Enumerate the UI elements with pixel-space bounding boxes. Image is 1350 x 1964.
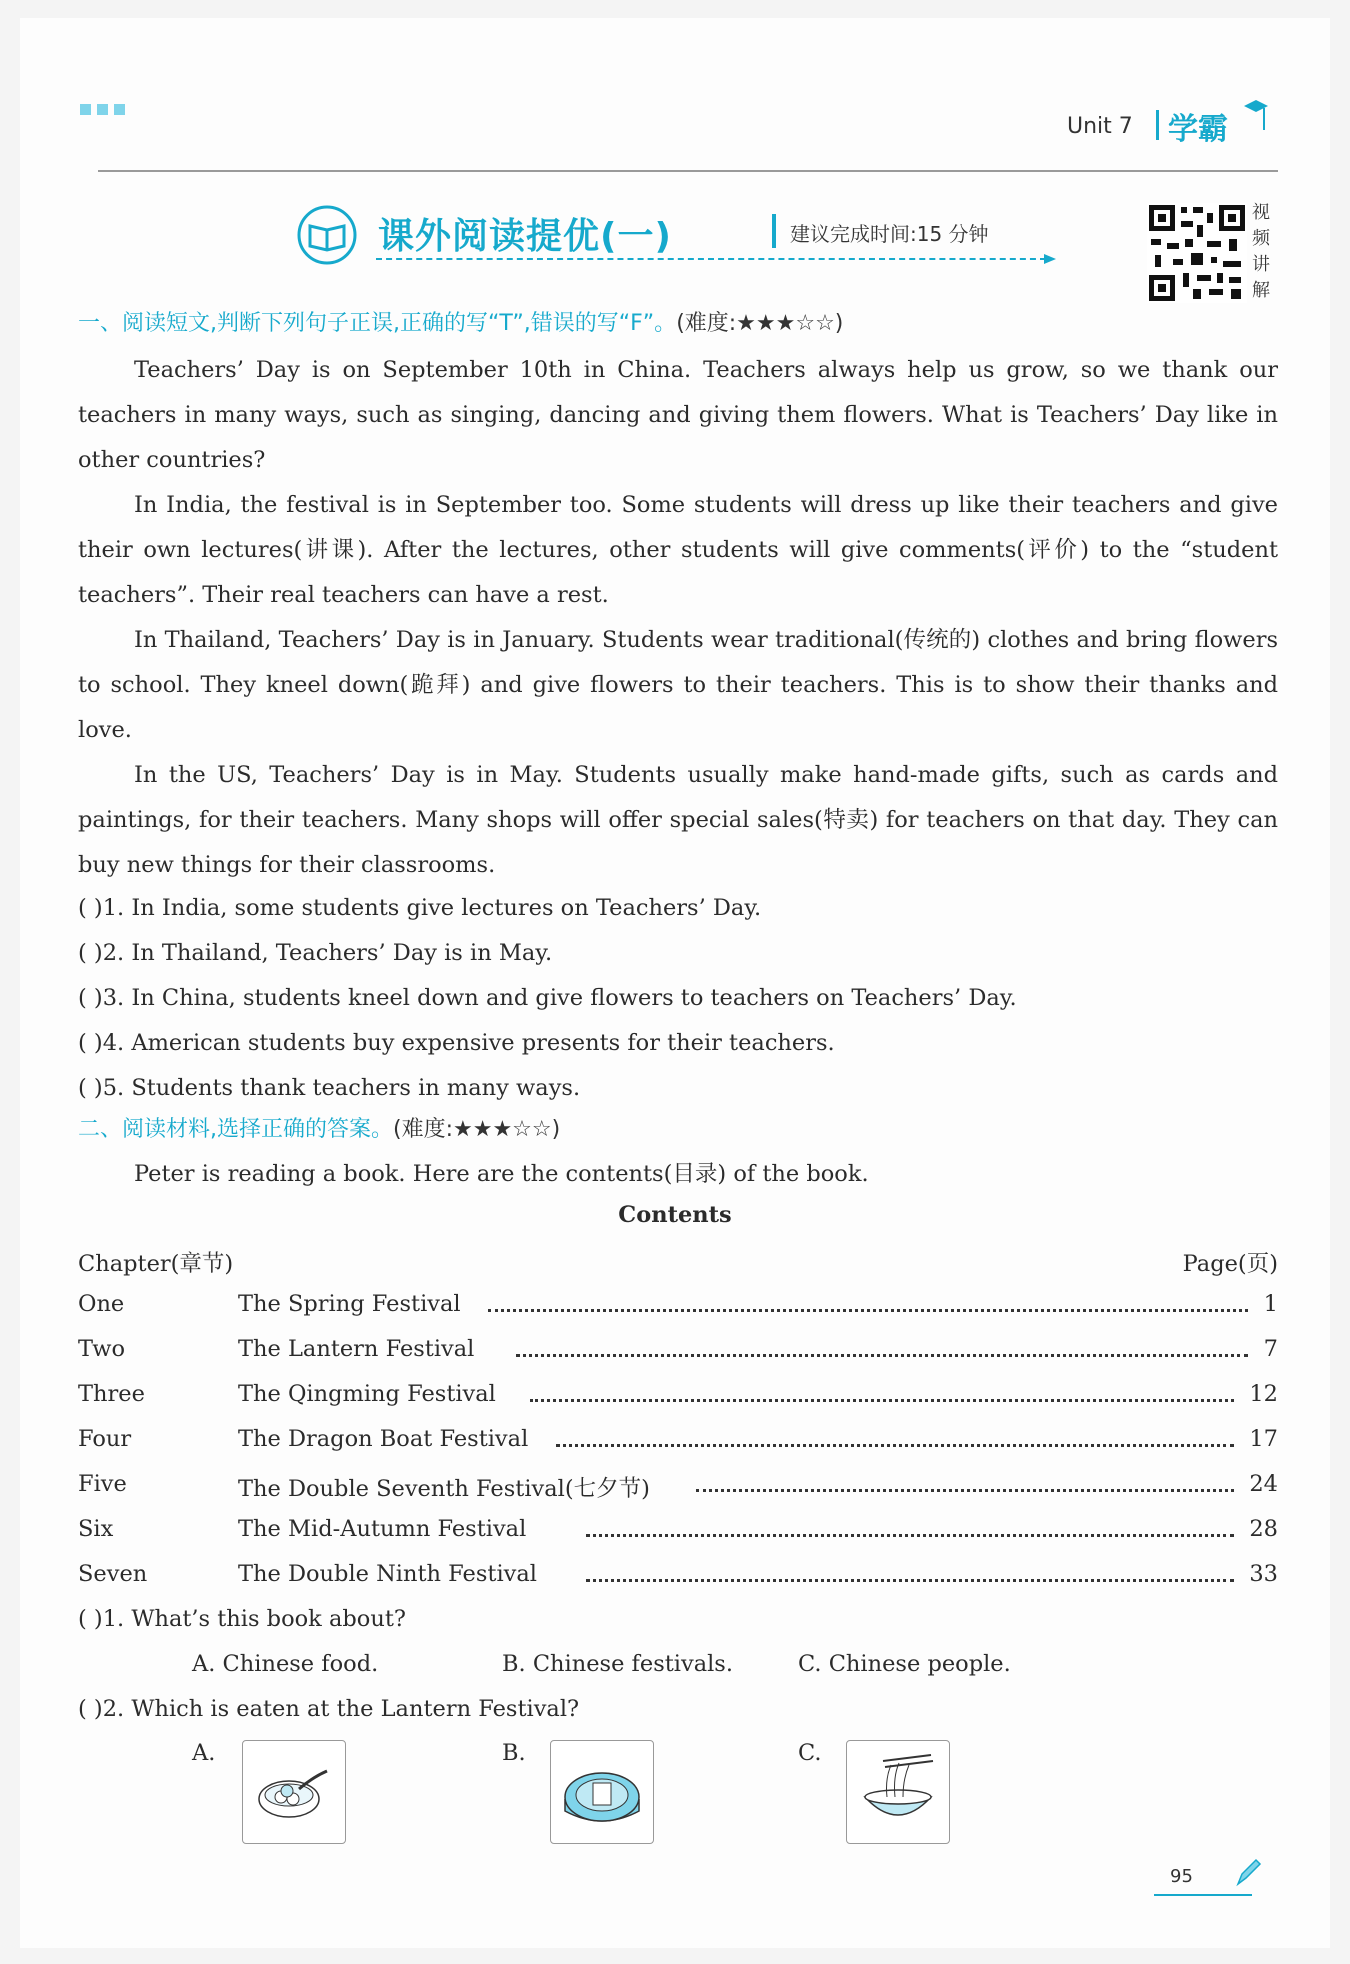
chapter-page: 1 [1263,1291,1278,1317]
tangyuan-bowl-icon [243,1741,345,1843]
page [20,18,1330,1948]
chapter-title: The Spring Festival [238,1291,461,1317]
title-divider [772,214,776,248]
qr-label-char: 视 [1252,202,1270,223]
chapter-page: 33 [1249,1561,1278,1587]
chapter-page: 28 [1249,1516,1278,1542]
title-underline [376,258,1046,260]
passage [78,348,1278,888]
section1-heading-text: 一、阅读短文,判断下列句子正误,正确的写“T”,错误的写“F”。 [78,311,677,336]
tf-question[interactable]: ( )1. In India, some students give lectures on Teachers’ Day. [78,895,762,921]
tf-question[interactable]: ( )3. In China, students kneel down and give flowers to teachers on Teachers’ Day. [78,985,1017,1011]
option-b-image[interactable] [550,1740,654,1844]
option-c-image[interactable] [846,1740,950,1844]
leader-dots [556,1444,1234,1447]
leader-dots [516,1354,1248,1357]
section2-difficulty: (难度:★★★☆☆) [393,1117,561,1142]
chapter-number: Six [78,1516,114,1542]
page-title: 课外阅读提优(一) [378,216,672,257]
arrow-icon [1044,252,1058,266]
leader-dots [488,1309,1248,1312]
tf-question[interactable]: ( )2. In Thailand, Teachers’ Day is in May. [78,940,553,966]
passage-paragraph: In the US, Teachers’ Day is in May. Students usually make hand-made gifts, such as cards and paintings, for their teachers. Many shops will offer special sales(特卖) for teachers on that day. They can buy new things for their classrooms. [78,762,1278,878]
section2-intro: Peter is reading a book. Here are the contents(目录) of the book. [134,1161,869,1187]
tf-questions [78,886,1017,1111]
chapter-page: 7 [1263,1336,1278,1362]
option-c-label: C. [798,1740,822,1766]
footer-rule [1154,1894,1252,1896]
mortarboard-icon [1242,96,1268,136]
chapter-title: The Dragon Boat Festival [238,1426,529,1452]
mooncake-icon [551,1741,653,1843]
time-hint: 建议完成时间:15 分钟 [790,222,989,246]
leader-dots [586,1579,1234,1582]
qr-label-char: 频 [1252,228,1270,249]
section1-difficulty: (难度:★★★☆☆) [676,311,844,336]
unit-label: Unit 7 [1067,114,1133,139]
chapter-number: Three [78,1381,145,1407]
noodle-bowl-icon [847,1741,949,1843]
passage-paragraph: In India, the festival is in September too. Some students will dress up like their teachers and give their own lectures(讲课). After the lectures, other students will give comments(评价) to the “student teachers”. Their real teachers can have a rest. [78,492,1278,608]
chapter-number: One [78,1291,125,1317]
option-a-label: A. [192,1740,216,1766]
tf-question[interactable]: ( )4. American students buy expensive presents for their teachers. [78,1030,835,1056]
passage-paragraph: Teachers’ Day is on September 10th in China. Teachers always help us grow, so we thank our teachers in many ways, such as singing, dancing and giving them flowers. What is Teachers’ Day like in other countries? [78,357,1278,473]
qr-label-char: 讲 [1252,254,1270,275]
chapter-number: Seven [78,1561,148,1587]
header-rule [98,170,1278,172]
book-icon [296,204,358,266]
header-decoration [80,100,131,119]
tf-question[interactable]: ( )5. Students thank teachers in many ways. [78,1075,581,1101]
pencil-icon [1234,1858,1262,1888]
option-b-label: B. [502,1740,526,1766]
chapter-page: 12 [1249,1381,1278,1407]
chapter-title: The Double Ninth Festival [238,1561,537,1587]
qr-label-char: 解 [1252,280,1270,301]
qr-code[interactable] [1147,203,1247,303]
leader-dots [586,1534,1234,1537]
col-page: Page(页) [1182,1251,1278,1277]
option-b[interactable]: B. Chinese festivals. [502,1651,734,1677]
section1-heading [78,306,843,337]
qr-label [1252,200,1274,304]
section2-heading [78,1112,560,1143]
passage-paragraph: In Thailand, Teachers’ Day is in January. Students wear traditional(传统的) clothes and bring flowers to school. They kneel down(跪拜) and give flowers to their teachers. This is to show their thanks and love. [78,627,1278,743]
mc-question-1[interactable]: ( )1. What’s this book about? [78,1606,406,1632]
chapter-title: The Double Seventh Festival(七夕节) [238,1476,650,1502]
chapter-title: The Mid-Autumn Festival [238,1516,527,1542]
chapter-title: The Lantern Festival [238,1336,475,1362]
leader-dots [530,1399,1234,1402]
chapter-title: The Qingming Festival [238,1381,496,1407]
chapter-page: 24 [1249,1471,1278,1497]
chapter-number: Five [78,1471,127,1497]
option-a[interactable]: A. Chinese food. [192,1651,379,1677]
section2-heading-text: 二、阅读材料,选择正确的答案。 [78,1117,393,1142]
option-c[interactable]: C. Chinese people. [798,1651,1011,1677]
chapter-number: Two [78,1336,126,1362]
chapter-page: 17 [1249,1426,1278,1452]
leader-dots [696,1489,1234,1492]
contents-title: Contents [618,1202,732,1228]
option-a-image[interactable] [242,1740,346,1844]
col-chapter: Chapter(章节) [78,1251,234,1277]
brand-logo: 学霸 [1168,112,1228,147]
mc-question-2[interactable]: ( )2. Which is eaten at the Lantern Festival? [78,1696,580,1722]
chapter-number: Four [78,1426,132,1452]
divider [1156,110,1159,140]
page-number: 95 [1170,1866,1193,1887]
